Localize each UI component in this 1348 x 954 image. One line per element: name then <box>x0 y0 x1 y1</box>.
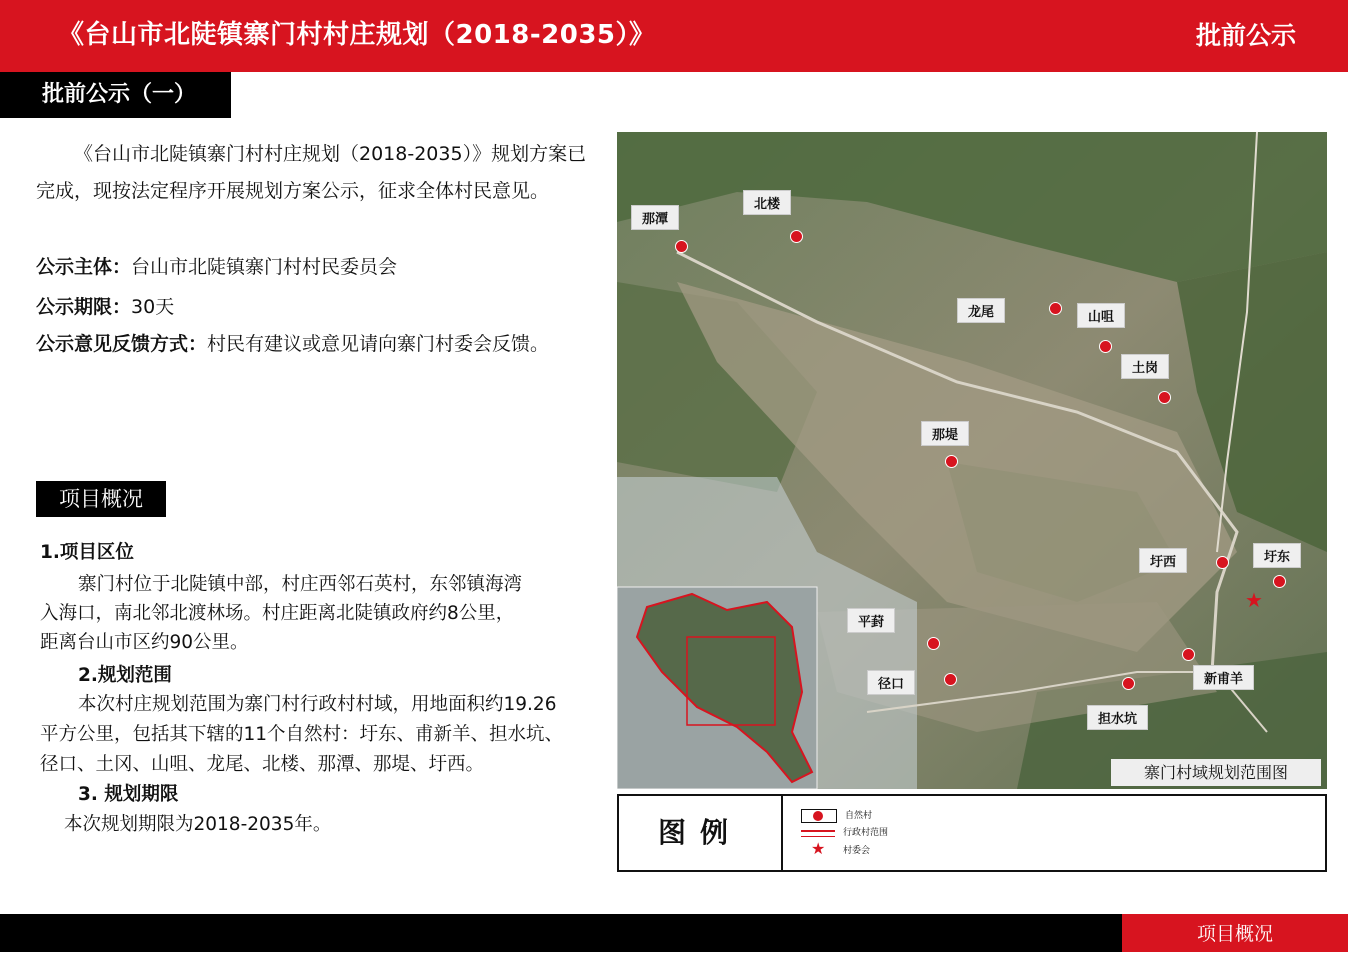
village-dot-pingfeng <box>927 637 940 650</box>
village-label-danshuikeng: 担水坑 <box>1087 705 1148 730</box>
s1-line2: 入海口，南北邻北渡林场。村庄距离北陡镇政府约8公里， <box>40 603 515 624</box>
section-label: 批前公示（一） <box>0 72 231 118</box>
period-line <box>36 294 174 320</box>
header-bar <box>0 0 1348 72</box>
s2-line2: 平方公里，包括其下辖的11个自然村：圩东、甫新羊、担水坑、 <box>40 724 564 745</box>
s2-title: 2.规划范围 <box>78 665 172 686</box>
s1-line3: 距离台山市区约90公里。 <box>40 632 249 653</box>
intro-text: 《台山市北陡镇寨门村村庄规划（2018-2035）》规划方案已完成，现按法定程序开展规划方案公示，征求全体村民意见。 <box>36 143 587 202</box>
s1-line1: 寨门村位于北陡镇中部，村庄西邻石英村，东邻镇海湾 <box>78 574 523 595</box>
footer-bar <box>0 914 1348 952</box>
s1-title: 1.项目区位 <box>40 542 134 563</box>
village-label-pingfeng: 平葑 <box>847 608 895 633</box>
boundary-line-symbol-icon <box>801 827 835 839</box>
feedback-value: 村民有建议或意见请向寨门村委会反馈。 <box>207 333 550 355</box>
header-right-label: 批前公示 <box>1195 21 1296 50</box>
legend-item-committee <box>801 838 871 859</box>
legend-title: 图例 <box>619 796 783 870</box>
village-label-natan: 那潭 <box>631 205 679 230</box>
village-dot-symbol-icon <box>801 809 837 823</box>
intro-paragraph <box>36 136 596 210</box>
village-label-shanju: 山咀 <box>1077 303 1125 328</box>
feedback-line <box>36 331 549 357</box>
legend-item-committee-label: 村委会 <box>843 846 871 856</box>
village-dot-beilou <box>790 230 803 243</box>
period-value: 30天 <box>131 296 175 318</box>
village-label-fuxinyang: 新甫羊 <box>1193 665 1254 690</box>
legend-item-village-label: 自然村 <box>845 811 873 821</box>
village-dot-nadi <box>945 455 958 468</box>
subject-value: 台山市北陡镇寨门村村民委员会 <box>131 256 398 278</box>
satellite-image <box>617 132 1327 789</box>
period-label: 公示期限： <box>36 296 132 318</box>
s2-line3: 径口、土冈、山咀、龙尾、北楼、那潭、那堤、圩西。 <box>40 754 485 775</box>
village-label-beilou: 北楼 <box>743 190 791 215</box>
village-label-tugang: 土岗 <box>1121 354 1169 379</box>
village-label-nadi: 那堤 <box>921 421 969 446</box>
village-dot-xuxi <box>1216 556 1229 569</box>
s3-title: 3. 规划期限 <box>78 784 179 805</box>
village-dot-tugang <box>1158 391 1171 404</box>
overview-label: 项目概况 <box>36 481 166 517</box>
legend-item-boundary-label: 行政村范围 <box>843 828 889 838</box>
village-dot-fuxinyang <box>1182 648 1195 661</box>
village-dot-shanju <box>1099 340 1112 353</box>
village-label-xudong: 圩东 <box>1253 543 1301 568</box>
committee-star-symbol-icon: ★ <box>811 838 826 858</box>
village-label-xuxi: 圩西 <box>1139 548 1187 573</box>
subject-label: 公示主体： <box>36 256 132 278</box>
subject-line <box>36 254 397 280</box>
village-label-jingkou: 径口 <box>867 670 915 695</box>
map-caption: 寨门村域规划范围图 <box>1111 759 1321 786</box>
village-dot-longwei <box>1049 302 1062 315</box>
page-title: 《台山市北陡镇寨门村村庄规划（2018-2035）》 <box>58 20 656 50</box>
village-dot-jingkou <box>944 673 957 686</box>
feedback-label: 公示意见反馈方式： <box>36 333 208 355</box>
s3-line1: 本次规划期限为2018-2035年。 <box>64 814 332 835</box>
s2-line1: 本次村庄规划范围为寨门村行政村村域，用地面积约19.26 <box>78 694 557 715</box>
footer-tab: 项目概况 <box>1122 914 1348 952</box>
village-committee-star-icon: ★ <box>1245 588 1263 612</box>
planning-map <box>617 132 1327 789</box>
village-dot-xudong <box>1273 575 1286 588</box>
village-dot-natan <box>675 240 688 253</box>
village-dot-danshuikeng <box>1122 677 1135 690</box>
village-label-longwei: 龙尾 <box>957 298 1005 323</box>
map-legend <box>617 794 1327 872</box>
legend-item-village <box>801 808 872 824</box>
